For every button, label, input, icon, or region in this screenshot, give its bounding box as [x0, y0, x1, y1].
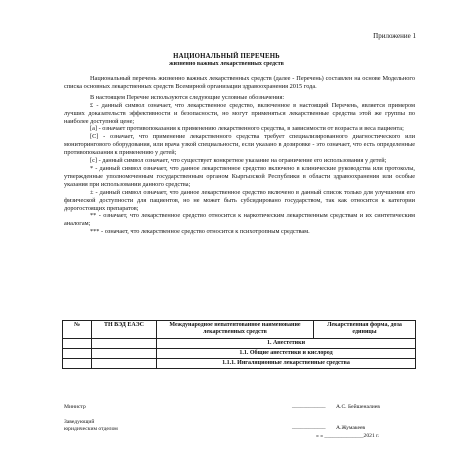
- column-header-number: №: [63, 321, 92, 339]
- minister-label: Министр: [64, 404, 86, 410]
- head-label-line1: Заведующий: [64, 419, 95, 425]
- paragraph-triple-star: *** - означает, что лекарственное средство относится к психотропным средствам.: [90, 228, 310, 236]
- head-label-line2: юридическим отделом: [64, 426, 118, 432]
- document-subtitle: жизненно важных лекарственных средств: [169, 61, 284, 67]
- paragraph-pound-symbol: £ - данный символ означает, что лекарственное средство, включенное в настоящий Перечень, является примером лучших доказательств эффективности и безопасности, но могут применяться лекарственные средства этой же группы по наиболее доступной цене;: [64, 101, 415, 125]
- table-row: [63, 359, 416, 369]
- head-signature-line: ____________: [292, 424, 326, 430]
- table-header-row: [63, 321, 416, 339]
- paragraph-C-symbol: [C] - означает, что применение лекарственного средства требует специализированного диагностического или мониторингового оборудования, или врача узкой специальности, если указано в дозировке - это означает, что есть определенные противопоказания к применению у детей;: [64, 133, 415, 157]
- subsubsection-heading: 1.1.1. Ингаляционные лекарственные средства: [157, 359, 416, 369]
- column-header-form: Лекарственная форма, доза единицы: [314, 321, 416, 339]
- table-row: [63, 338, 416, 348]
- paragraph-star-symbol: * - данный символ означает, что данное лекарственное средство включено в клинические руководства или протоколы, утвержденные уполномоченным государственным органом Кыргызской Республики в области здравоохранения или особые указания при использовании данного средства;: [64, 164, 415, 188]
- appendix-label: Приложение 1: [373, 32, 416, 40]
- column-header-code: ТН ВЭД ЕАЭС: [92, 321, 157, 339]
- section-heading: 1. Анестетики: [157, 338, 416, 348]
- paragraph-double-star: ** - означает, что лекарственное средство относится к наркотическим лекарственным средствам и их синтетическим аналогам;: [64, 212, 415, 228]
- signature-date: « » ______________2021 г.: [316, 433, 380, 439]
- head-name: А.Жумакеев: [336, 425, 366, 431]
- document-title: НАЦИОНАЛЬНЫЙ ПЕРЕЧЕНЬ: [173, 53, 280, 60]
- minister-name: А.С. Бейшеналиев: [336, 404, 380, 410]
- medicines-table: [62, 320, 416, 369]
- minister-signature-line: ____________: [292, 403, 326, 409]
- document-body: [64, 75, 415, 236]
- paragraph-plusminus-symbol: ± - данный символ означает, что данное лекарственное средство включено в данный список только для улучшения его физической доступности для пациентов, но не может быть субсидировано государством, так как относится к категории дорогостоящих препаратов;: [64, 188, 415, 212]
- subsection-heading: 1.1. Общие анестетики и кислород: [157, 348, 416, 358]
- column-header-inn: Международное непатентованное наименование лекарственных средств: [157, 321, 314, 339]
- paragraph-intro: Национальный перечень жизненно важных лекарственных средств (далее - Перечень) составлен на основе Модельного списка основных лекарственных средств Всемирной организации здравоохранения 2015 года.: [64, 75, 415, 90]
- paragraph-a-symbol: [a] - означает противопоказания к применению лекарственного средства, в зависимости от возраста и веса пациента;: [90, 125, 404, 133]
- paragraph-legend-intro: В настоящем Перечне используются следующие условные обозначения:: [90, 93, 285, 101]
- table-row: [63, 348, 416, 358]
- paragraph-c-symbol: [c] - данный символ означает, что существует конкретное указание на ограничение его использования у детей;: [90, 157, 387, 165]
